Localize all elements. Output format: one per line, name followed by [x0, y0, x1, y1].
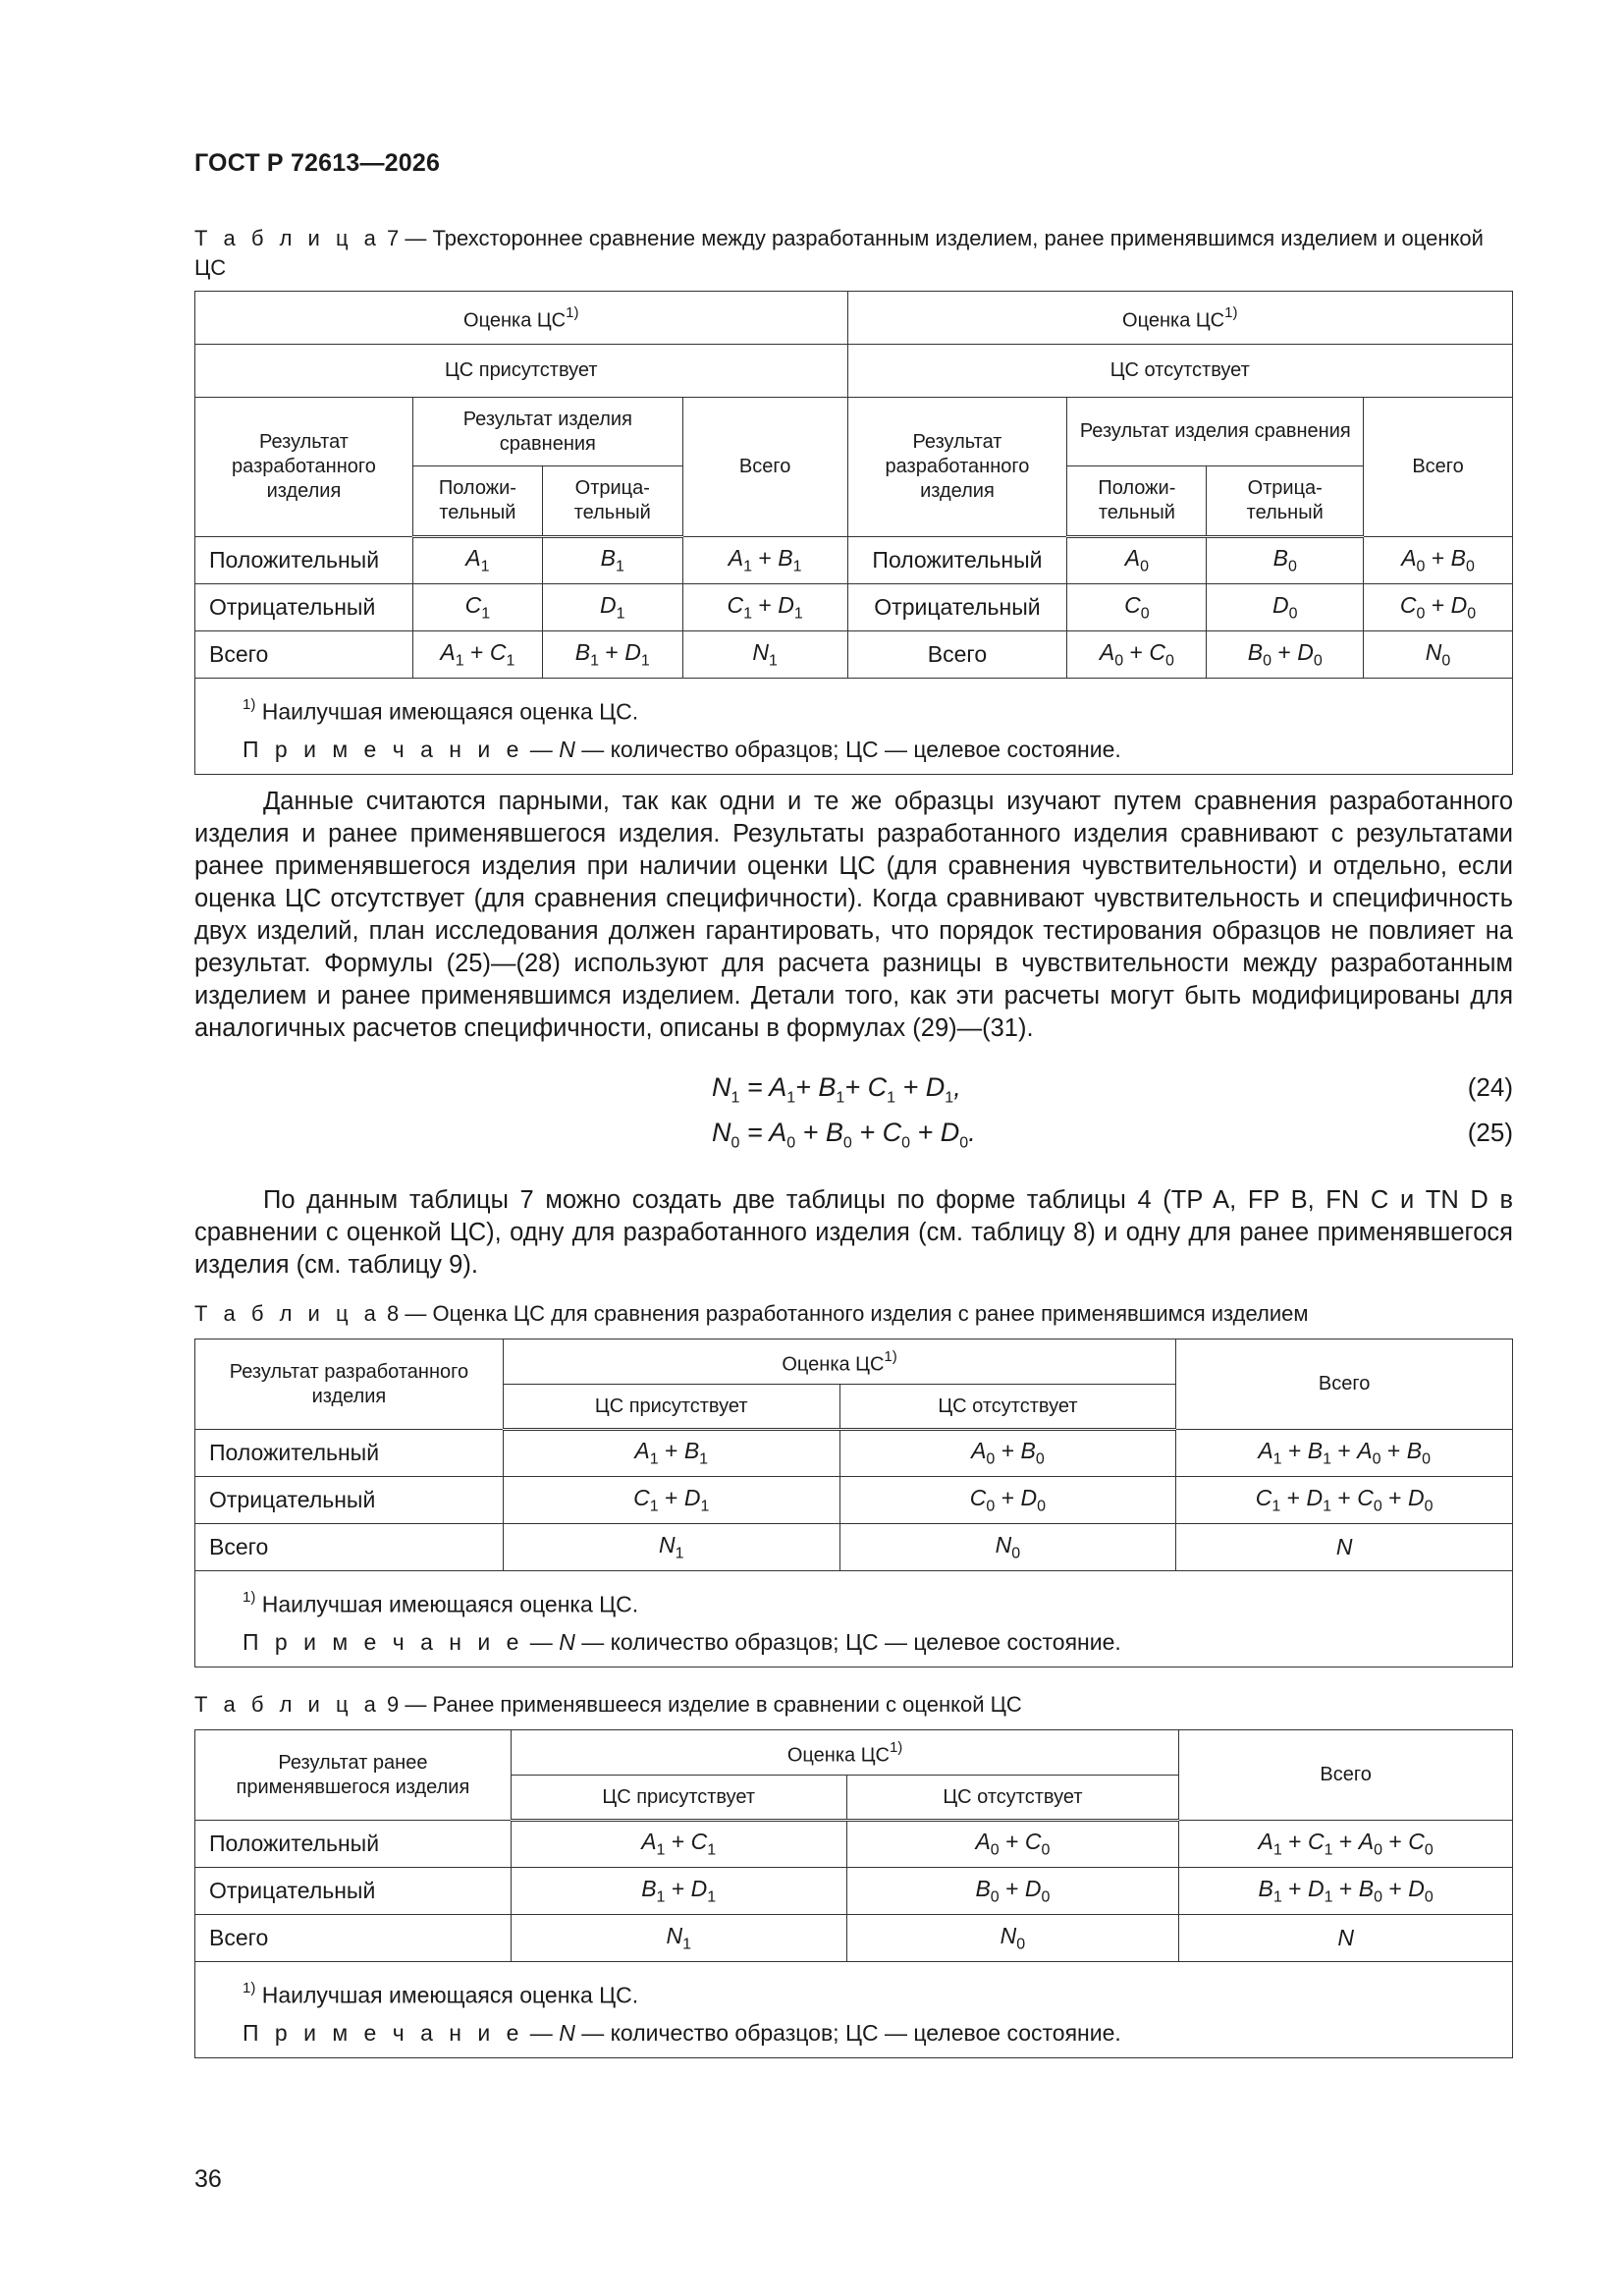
table9-block — [194, 1690, 1513, 2058]
table9-result-header: Результат ранее применявшегося изделия — [195, 1730, 512, 1821]
table7-row — [195, 537, 1513, 584]
table7-cell: $A_0 + C_0$ — [1067, 631, 1207, 679]
table7-row-label-right: Положительный — [847, 537, 1067, 584]
table8-caption: Т а б л и ц а 8 — Оценка ЦС для сравнения разработанного изделия с ранее применявшимся изделием — [194, 1301, 1309, 1326]
table7-row-label: Отрицательный — [195, 584, 413, 631]
table7-row — [195, 584, 1513, 631]
table8-cell: $N_0$ — [839, 1524, 1176, 1571]
table8-absent-header: ЦС отсутствует — [839, 1385, 1176, 1430]
table7-total-left: Всего — [682, 398, 847, 537]
table7-cell: $A_1 + C_1$ — [412, 631, 542, 679]
table7-cell: $B_1 + D_1$ — [542, 631, 682, 679]
document-header: ГОСТ Р 72613—2026 — [194, 149, 441, 177]
table7-block — [194, 224, 1513, 775]
table8-cell: $A_0 + B_0$ — [839, 1430, 1176, 1477]
table8-footnote: $^{1)}$ Наилучшая имеющаяся оценка ЦС. — [243, 1589, 639, 1617]
table7-caption-word: Т а б л и ц а — [194, 226, 381, 250]
table9-cell: N — [1179, 1915, 1513, 1962]
table7-eval-header-left: Оценка ЦС$^{1)}$ — [195, 292, 848, 345]
table8 — [194, 1339, 1513, 1667]
table7-cell: $A_1 + B_1$ — [682, 537, 847, 584]
table7-cell: $D_1$ — [542, 584, 682, 631]
table9-row — [195, 1821, 1513, 1868]
table8-body — [195, 1430, 1513, 1571]
table7-cell: $C_1 + D_1$ — [682, 584, 847, 631]
table9-row — [195, 1915, 1513, 1962]
formulas — [194, 1072, 1513, 1155]
formula-24-number: (24) — [1467, 1072, 1513, 1102]
table8-cell: N — [1176, 1524, 1513, 1571]
table9-cell: $N_1$ — [511, 1915, 846, 1962]
table9-total-header: Всего — [1179, 1730, 1513, 1821]
table7-cell: $N_1$ — [682, 631, 847, 679]
table9-footnote: $^{1)}$ Наилучшая имеющаяся оценка ЦС. — [243, 1980, 639, 2008]
table7-cell: $B_0 + D_0$ — [1207, 631, 1364, 679]
table7-result-dev-left: Результат разработанного изделия — [195, 398, 413, 537]
table8-row — [195, 1524, 1513, 1571]
table8-cell: $C_1 + D_1 + C_0 + D_0$ — [1176, 1477, 1513, 1524]
formula-24-expr: $N_1 = A_1+ B_1+ C_1 + D_1$, — [712, 1072, 961, 1107]
table7-footnotes — [195, 679, 1513, 775]
table7-present-header: ЦС присутствует — [195, 345, 848, 398]
table9 — [194, 1729, 1513, 2058]
table7-result-cmp-left: Результат изделия сравнения — [412, 398, 682, 466]
table8-row-label: Всего — [195, 1524, 504, 1571]
table8-cell: $C_0 + D_0$ — [839, 1477, 1176, 1524]
table9-footnotes — [195, 1962, 1513, 2058]
table8-result-header: Результат разработанного изделия — [195, 1339, 504, 1430]
table7-caption-text: 7 — Трехстороннее сравнение между разработанным изделием, ранее применявшимся изделием и оценкой ЦС — [194, 226, 1484, 280]
table7-cell: $C_0$ — [1067, 584, 1207, 631]
table7-neg-header-right: Отрица-тельный — [1207, 466, 1364, 537]
table9-cell: $B_1 + D_1 + B_0 + D_0$ — [1179, 1868, 1513, 1915]
table8-block — [194, 1299, 1513, 1667]
table7-pos-header-left: Положи-тельный — [412, 466, 542, 537]
table7-cell: $N_0$ — [1364, 631, 1513, 679]
table8-cell: $A_1 + B_1 + A_0 + B_0$ — [1176, 1430, 1513, 1477]
table7-row-label-right: Отрицательный — [847, 584, 1067, 631]
table8-cell: $C_1 + D_1$ — [503, 1477, 839, 1524]
table7-result-cmp-right: Результат изделия сравнения — [1067, 398, 1364, 466]
formula-25-number: (25) — [1467, 1118, 1513, 1147]
table9-row-label: Всего — [195, 1915, 512, 1962]
table7-result-dev-right: Результат разработанного изделия — [847, 398, 1067, 537]
table8-total-header: Всего — [1176, 1339, 1513, 1430]
table9-caption: Т а б л и ц а 9 — Ранее применявшееся изделие в сравнении с оценкой ЦС — [194, 1692, 1022, 1717]
table8-note: П р и м е ч а н и е — N — количество образцов; ЦС — целевое состояние. — [243, 1628, 1121, 1655]
table7-caption — [194, 224, 1513, 283]
table7-cell: $B_0$ — [1207, 537, 1364, 584]
table9-cell: $N_0$ — [846, 1915, 1179, 1962]
table9-absent-header: ЦС отсутствует — [846, 1776, 1179, 1821]
table9-cell: $B_1 + D_1$ — [511, 1868, 846, 1915]
table8-eval-header: Оценка ЦС$^{1)}$ — [503, 1339, 1175, 1385]
table7-pos-header-right: Положи-тельный — [1067, 466, 1207, 537]
table8-row-label: Отрицательный — [195, 1477, 504, 1524]
table8-cell: $N_1$ — [503, 1524, 839, 1571]
table7-eval-header-right: Оценка ЦС$^{1)}$ — [847, 292, 1513, 345]
table9-body — [195, 1821, 1513, 1962]
formula-25-expr: $N_0 = A_0 + B_0 + C_0 + D_0$. — [712, 1118, 976, 1152]
table8-cell: $A_1 + B_1$ — [503, 1430, 839, 1477]
table8-present-header: ЦС присутствует — [503, 1385, 839, 1430]
table7-cell: $A_0$ — [1067, 537, 1207, 584]
table7-note: П р и м е ч а н и е — N — количество образцов; ЦС — целевое состояние. — [243, 736, 1121, 762]
table9-cell: $B_0 + D_0$ — [846, 1868, 1179, 1915]
table7-cell: $B_1$ — [542, 537, 682, 584]
table7-footnote: $^{1)}$ Наилучшая имеющаяся оценка ЦС. — [243, 696, 639, 725]
table7-body — [195, 537, 1513, 679]
table7-cell: $A_0 + B_0$ — [1364, 537, 1513, 584]
page-number: 36 — [194, 2165, 222, 2193]
table8-row — [195, 1477, 1513, 1524]
table8-footnotes — [195, 1571, 1513, 1667]
table9-row-label: Отрицательный — [195, 1868, 512, 1915]
table7-absent-header: ЦС отсутствует — [847, 345, 1513, 398]
table9-cell: $A_1 + C_1 + A_0 + C_0$ — [1179, 1821, 1513, 1868]
table8-row-label: Положительный — [195, 1430, 504, 1477]
table9-row — [195, 1868, 1513, 1915]
table7-row-label-right: Всего — [847, 631, 1067, 679]
table9-row-label: Положительный — [195, 1821, 512, 1868]
table7-row — [195, 631, 1513, 679]
table9-cell: $A_1 + C_1$ — [511, 1821, 846, 1868]
table7 — [194, 291, 1513, 775]
table7-cell: $C_0 + D_0$ — [1364, 584, 1513, 631]
paragraph-2: По данным таблицы 7 можно создать две таблицы по форме таблицы 4 (TP A, FP B, FN C и TN D в сравнении с оценкой ЦС), одну для разработанного изделия (см. таблицу 8) и одну для ранее применявшегося изделия (см. таблицу 9). — [194, 1186, 1513, 1279]
paragraph-1: Данные считаются парными, так как одни и те же образцы изучают путем сравнения разработанного изделия и ранее применявшегося изделия. Результаты разработанного изделия сравнивают с результатами ранее применявшегося изделия при наличии оценки ЦС (для сравнения чувствительности) и отдельно, если оценка ЦС отсутствует (для сравнения специфичности). Когда сравнивают чувствительность и специфичность двух изделий, план исследования должен гарантировать, что порядок тестирования образцов не повлияет на результат. Формулы (25)—(28) используют для расчета разницы в чувствительности между разработанным изделием и ранее применявшимся изделием. Детали того, как эти расчеты могут быть модифицированы для аналогичных расчетов специфичности, описаны в формулах (29)—(31). — [194, 788, 1513, 1042]
table9-eval-header: Оценка ЦС$^{1)}$ — [511, 1730, 1178, 1776]
table7-row-label: Положительный — [195, 537, 413, 584]
table7-neg-header-left: Отрица-тельный — [542, 466, 682, 537]
formula-25 — [194, 1118, 1513, 1155]
table7-row-label: Всего — [195, 631, 413, 679]
table7-cell: $D_0$ — [1207, 584, 1364, 631]
table9-note: П р и м е ч а н и е — N — количество образцов; ЦС — целевое состояние. — [243, 2019, 1121, 2046]
table7-total-right: Всего — [1364, 398, 1513, 537]
table9-present-header: ЦС присутствует — [511, 1776, 846, 1821]
table9-cell: $A_0 + C_0$ — [846, 1821, 1179, 1868]
table7-cell: $C_1$ — [412, 584, 542, 631]
table8-row — [195, 1430, 1513, 1477]
formula-24 — [194, 1072, 1513, 1110]
table7-cell: $A_1$ — [412, 537, 542, 584]
